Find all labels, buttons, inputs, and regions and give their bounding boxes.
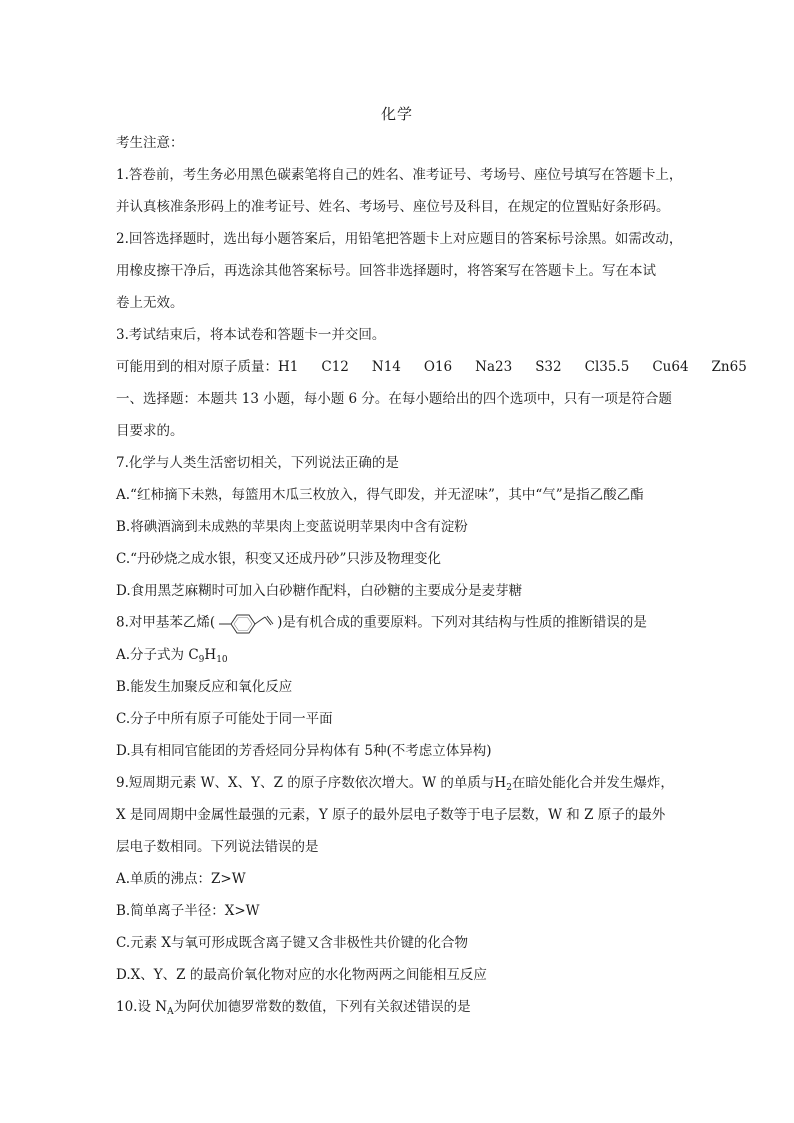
question-9-stem: X 是同周期中金属性最强的元素，Y 原子的最外层电子数等于电子层数，W 和 Z 原子的最外 <box>116 807 666 823</box>
question-10-stem <box>116 998 471 1021</box>
notice-line: 2.回答选择题时，选出每小题答案后，用铅笔把答题卡上对应题目的答案标号涂黑。如需改动， <box>116 231 683 247</box>
atomic-mass-item: H1 <box>278 359 299 375</box>
question-9-option-c: C.元素 X与氧可形成既含离子键又含非极性共价键的化合物 <box>116 935 469 951</box>
question-10-text: 为阿伏加德罗常数的数值，下列有关叙述错误的是 <box>173 999 471 1015</box>
section-heading: 一、选择题：本题共 13 小题，每小题 6 分。在每小题给出的四个选项中，只有一项是符合题 <box>116 391 672 407</box>
atomic-mass-item: C12 <box>321 359 349 375</box>
question-9-stem: 层电子数相同。下列说法错误的是 <box>116 839 319 855</box>
question-7-stem: 7.化学与人类生活密切相关，下列说法正确的是 <box>116 455 399 471</box>
question-9-text: 9.短周期元素 W、X、Y、Z 的原子序数依次增大。W 的单质与H <box>116 775 507 791</box>
atomic-mass-item: O16 <box>423 359 453 375</box>
notice-heading: 考生注意： <box>116 135 184 151</box>
question-8-stem-start: 8.对甲基苯乙烯( <box>116 614 216 631</box>
atomic-mass-item: Cu64 <box>652 359 689 375</box>
question-10-text: 10.设 N <box>116 999 168 1015</box>
atomic-mass-item: S32 <box>535 359 562 375</box>
question-8-stem <box>116 612 647 634</box>
atomic-mass-row <box>116 358 747 376</box>
notice-line: 用橡皮擦干净后，再选涂其他答案标号。回答非选择题时，将答案写在答题卡上。写在本试 <box>116 263 656 279</box>
question-8-stem-end: )是有机合成的重要原料。下列对其结构与性质的推断错误的是 <box>277 614 647 631</box>
page-title: 化学 <box>380 105 413 123</box>
question-7-option-d: D.食用黑芝麻糊时可加入白砂糖作配料，白砂糖的主要成分是麦芽糖 <box>116 583 523 599</box>
atomic-mass-item: N14 <box>371 359 401 375</box>
question-9-option-b: B.简单离子半径：X>W <box>116 903 260 919</box>
question-9-option-d: D.X、Y、Z 的最高价氧化物对应的水化物两两之间能相互反应 <box>116 967 487 983</box>
notice-line: 卷上无效。 <box>116 295 184 311</box>
question-8-option-d: D.具有相同官能团的芳香烃同分异构体有 5种(不考虑立体异构) <box>116 743 492 759</box>
formula-text: H <box>204 647 217 663</box>
formula-subscript: A <box>167 1007 174 1017</box>
question-8-option-b: B.能发生加聚反应和氧化反应 <box>116 679 293 695</box>
question-7-option-b: B.将碘酒滴到未成熟的苹果肉上变蓝说明苹果肉中含有淀粉 <box>116 519 468 535</box>
question-7-option-a: A.“红柿摘下未熟，每篮用木瓜三枚放入，得气即发，并无涩味”，其中“气”是指乙酸乙酯 <box>116 487 644 503</box>
notice-line: 1.答卷前，考生务必用黑色碳素笔将自己的姓名、准考证号、考场号、座位号填写在答题卡上， <box>116 167 683 183</box>
question-9-option-a: A.单质的沸点：Z>W <box>116 871 246 887</box>
notice-line: 并认真核准条形码上的准考证号、姓名、考场号、座位号及科目，在规定的位置贴好条形码。 <box>116 199 670 215</box>
atomic-mass-item: Cl35.5 <box>584 359 630 375</box>
atomic-mass-item: Na23 <box>475 359 513 375</box>
section-heading: 目要求的。 <box>116 423 184 439</box>
formula-subscript: 9 <box>198 655 205 665</box>
question-9-text: 在暗处能化合并发生爆炸， <box>511 775 674 791</box>
formula-subscript: 2 <box>506 783 512 793</box>
atomic-mass-label: 可能用到的相对原子质量： <box>116 359 278 375</box>
formula-subscript: 10 <box>216 655 228 665</box>
question-7-option-c: C.“丹砂烧之成水银，积变又还成丹砂”只涉及物理变化 <box>116 551 441 567</box>
methylstyrene-structure-icon <box>217 612 275 634</box>
question-9-stem <box>116 774 674 797</box>
atomic-mass-item: Zn65 <box>711 359 747 375</box>
question-8-option-a <box>116 646 228 669</box>
notice-line: 3.考试结束后，将本试卷和答题卡一并交回。 <box>116 327 386 343</box>
question-8-option-c: C.分子中所有原子可能处于同一平面 <box>116 711 333 727</box>
formula-text: A.分子式为 C <box>116 647 199 663</box>
